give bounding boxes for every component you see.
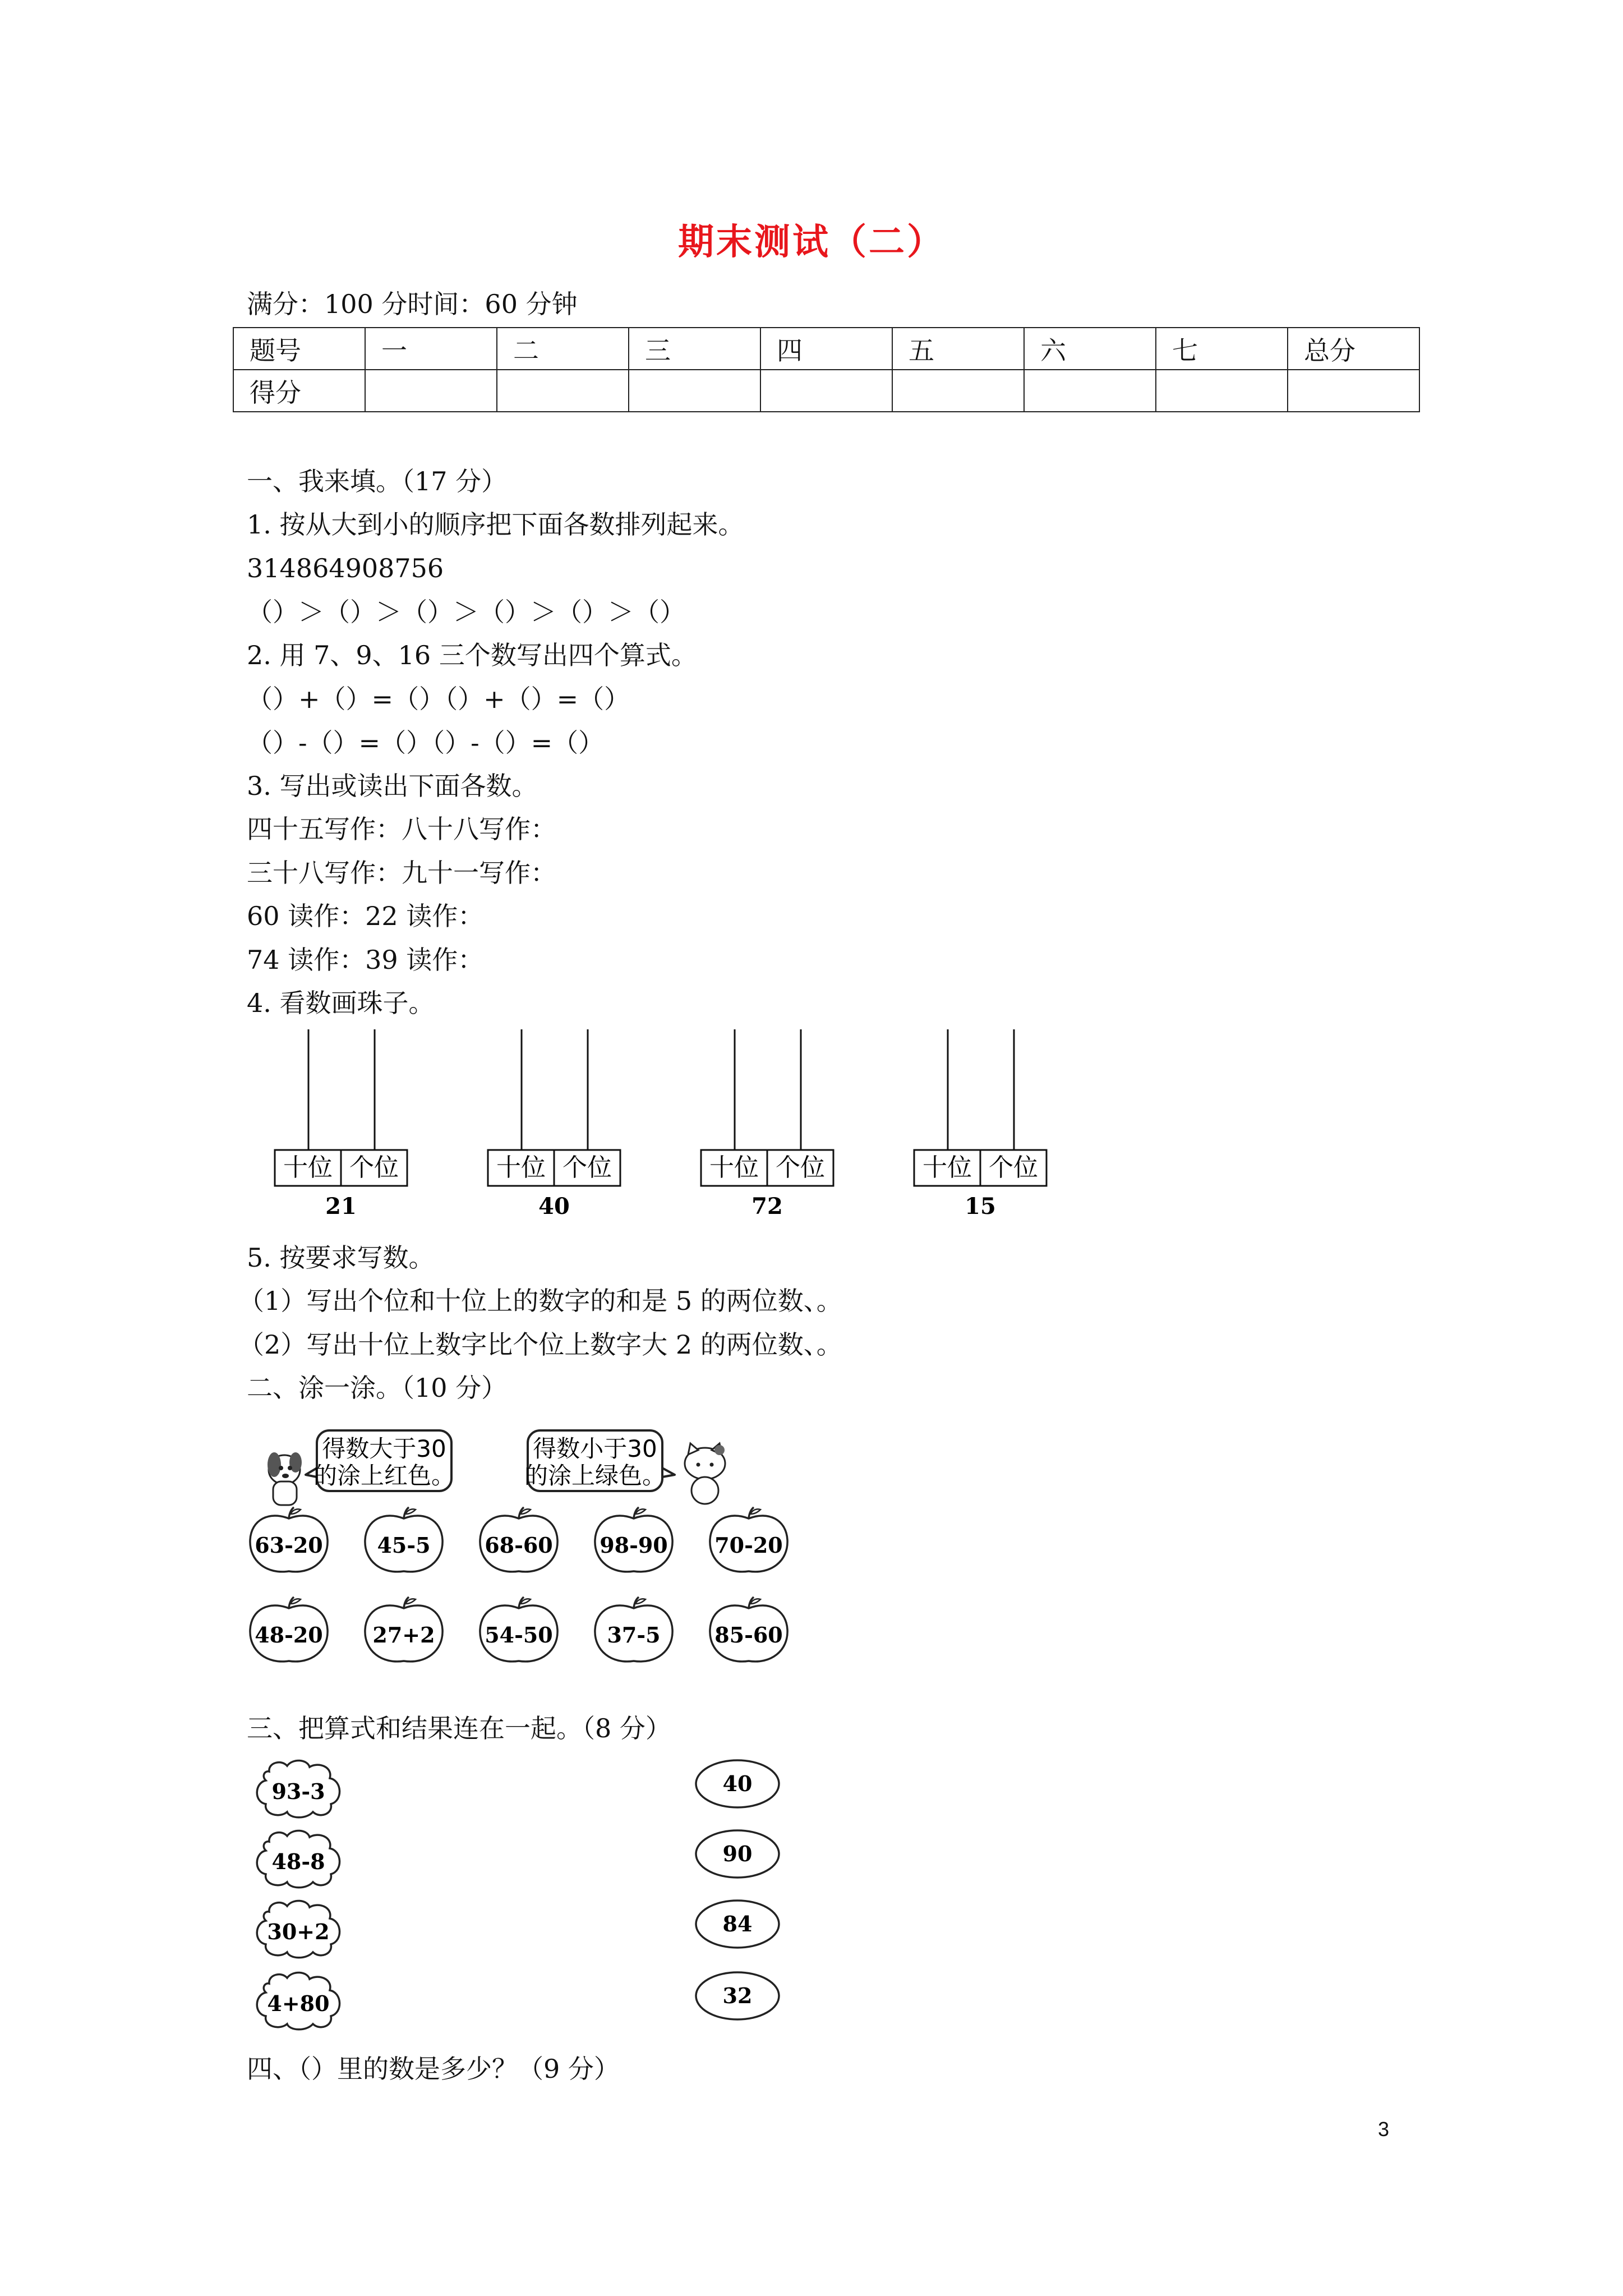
score-cell: 总分 bbox=[1288, 328, 1419, 370]
score-cell: 五 bbox=[892, 328, 1024, 370]
abacus bbox=[914, 1029, 1046, 1220]
score-blank-cell[interactable] bbox=[629, 370, 760, 412]
question-3: 3. 写出或读出下面各数。 bbox=[247, 771, 538, 801]
abacus bbox=[488, 1029, 620, 1220]
score-blank-cell[interactable] bbox=[497, 370, 629, 412]
apple-expression: 27+2 bbox=[372, 1622, 435, 1648]
question-3-line[interactable]: 三十八写作：九十一写作： bbox=[247, 858, 556, 888]
abacus-number: 72 bbox=[751, 1193, 783, 1220]
bubble-right bbox=[524, 1430, 675, 1491]
score-cell: 二 bbox=[497, 328, 629, 370]
result-oval[interactable] bbox=[696, 1901, 779, 1948]
question-4: 4. 看数画珠子。 bbox=[247, 988, 435, 1018]
score-blank-cell[interactable] bbox=[892, 370, 1024, 412]
apple[interactable] bbox=[710, 1597, 787, 1662]
tens-label: 十位 bbox=[496, 1153, 546, 1182]
score-blank-cell[interactable] bbox=[365, 370, 497, 412]
result-text: 40 bbox=[722, 1771, 753, 1796]
question-5-line[interactable]: （1）写出个位和十位上的数字的和是 5 的两位数、。 bbox=[238, 1286, 842, 1316]
result-oval[interactable] bbox=[696, 1830, 779, 1878]
question-5-line[interactable]: （2）写出十位上数字比个位上数字大 2 的两位数、。 bbox=[238, 1329, 842, 1360]
score-blank-cell[interactable] bbox=[1156, 370, 1288, 412]
score-blank-cell[interactable] bbox=[1288, 370, 1419, 412]
abacus bbox=[275, 1029, 407, 1220]
apple[interactable] bbox=[365, 1507, 442, 1572]
apple-expression: 37-5 bbox=[607, 1622, 661, 1648]
dog-icon bbox=[268, 1452, 302, 1505]
bubble-left-line-2: 的涂上红色。 bbox=[313, 1462, 455, 1489]
bubble-left-line-1: 得数大于30 bbox=[322, 1435, 446, 1462]
score-cell: 四 bbox=[760, 328, 892, 370]
apple-expression: 45-5 bbox=[377, 1533, 431, 1558]
apple[interactable] bbox=[595, 1597, 672, 1662]
apple-expression: 48-20 bbox=[255, 1622, 323, 1648]
apple[interactable] bbox=[480, 1507, 557, 1572]
score-cell: 七 bbox=[1156, 328, 1288, 370]
expression-cloud[interactable] bbox=[257, 1760, 339, 1817]
apple-expression: 54-50 bbox=[485, 1622, 553, 1648]
apple-expression: 70-20 bbox=[714, 1533, 783, 1558]
section4-heading: 四、（）里的数是多少？（9 分） bbox=[247, 2054, 620, 2084]
question-1-blank[interactable]: （）＞（）＞（）＞（）＞（）＞（） bbox=[247, 597, 685, 627]
question-5: 5. 按要求写数。 bbox=[247, 1243, 435, 1273]
question-3-line[interactable]: 60 读作：22 读作： bbox=[247, 901, 484, 931]
ones-label: 个位 bbox=[349, 1153, 399, 1182]
apple-grid bbox=[247, 1506, 864, 1691]
apple[interactable] bbox=[250, 1597, 328, 1662]
apple[interactable] bbox=[595, 1507, 672, 1572]
tens-label: 十位 bbox=[709, 1153, 759, 1182]
result-text: 90 bbox=[722, 1841, 753, 1866]
score-blank-cell[interactable] bbox=[760, 370, 892, 412]
apple-expression: 85-60 bbox=[714, 1622, 783, 1648]
question-2-line-1[interactable]: （）+（）=（）（）+（）=（） bbox=[247, 684, 630, 714]
question-1: 1. 按从大到小的顺序把下面各数排列起来。 bbox=[247, 509, 744, 540]
bubble-right-line-1: 得数小于30 bbox=[533, 1435, 657, 1462]
question-1-numbers: 314864908756 bbox=[247, 553, 444, 583]
tens-label: 十位 bbox=[923, 1153, 972, 1182]
score-cell: 三 bbox=[629, 328, 760, 370]
apple[interactable] bbox=[480, 1597, 557, 1662]
ones-label: 个位 bbox=[562, 1153, 612, 1182]
section1-heading: 一、我来填。（17 分） bbox=[247, 466, 508, 496]
result-text: 32 bbox=[722, 1983, 753, 2008]
score-cell: 得分 bbox=[233, 370, 365, 412]
abacus-number: 21 bbox=[325, 1193, 357, 1220]
ones-label: 个位 bbox=[776, 1153, 825, 1182]
expression-text: 93-3 bbox=[271, 1779, 325, 1804]
score-table-score-row bbox=[233, 370, 1419, 412]
score-cell: 题号 bbox=[233, 328, 365, 370]
question-3-line[interactable]: 四十五写作：八十八写作： bbox=[247, 814, 556, 844]
result-text: 84 bbox=[722, 1911, 753, 1936]
abacus-number: 40 bbox=[538, 1193, 570, 1220]
section3-heading: 三、把算式和结果连在一起。（8 分） bbox=[247, 1713, 671, 1743]
apple[interactable] bbox=[250, 1507, 328, 1572]
apple-expression: 68-60 bbox=[485, 1533, 553, 1558]
abacus bbox=[701, 1029, 833, 1220]
bubble-right-line-2: 的涂上绿色。 bbox=[524, 1462, 666, 1489]
question-2-line-2[interactable]: （）-（）=（）（）-（）=（） bbox=[247, 728, 605, 758]
expression-cloud[interactable] bbox=[257, 1972, 339, 2029]
instruction-bubbles bbox=[261, 1428, 766, 1512]
bubble-left bbox=[306, 1430, 455, 1491]
expression-cloud[interactable] bbox=[257, 1901, 339, 1957]
section2-heading: 二、涂一涂。（10 分） bbox=[247, 1373, 508, 1403]
page-number: 3 bbox=[1378, 2118, 1390, 2141]
question-3-line[interactable]: 74 读作：39 读作： bbox=[247, 945, 484, 975]
matching-exercise bbox=[252, 1756, 802, 2047]
exam-meta: 满分：100 分时间：60 分钟 bbox=[247, 289, 578, 319]
apple-expression: 63-20 bbox=[255, 1533, 323, 1558]
abacus-figures bbox=[264, 1027, 1060, 1228]
score-cell: 一 bbox=[365, 328, 497, 370]
question-2: 2. 用 7、9、16 三个数写出四个算式。 bbox=[247, 640, 697, 670]
score-cell: 六 bbox=[1024, 328, 1156, 370]
expression-text: 48-8 bbox=[271, 1849, 325, 1874]
apple[interactable] bbox=[710, 1507, 787, 1572]
expression-text: 30+2 bbox=[267, 1919, 330, 1944]
result-oval[interactable] bbox=[696, 1972, 779, 2019]
ones-label: 个位 bbox=[989, 1153, 1038, 1182]
apple[interactable] bbox=[365, 1597, 442, 1662]
result-oval[interactable] bbox=[696, 1760, 779, 1807]
expression-cloud[interactable] bbox=[257, 1830, 339, 1887]
score-blank-cell[interactable] bbox=[1024, 370, 1156, 412]
score-table-header-row bbox=[233, 328, 1419, 370]
score-table bbox=[233, 327, 1420, 412]
tens-label: 十位 bbox=[283, 1153, 333, 1182]
apple-expression: 98-90 bbox=[600, 1533, 668, 1558]
page-title: 期末测试（二） bbox=[678, 221, 945, 263]
abacus-number: 15 bbox=[965, 1193, 996, 1220]
expression-text: 4+80 bbox=[267, 1991, 330, 2016]
cat-icon bbox=[685, 1443, 725, 1504]
